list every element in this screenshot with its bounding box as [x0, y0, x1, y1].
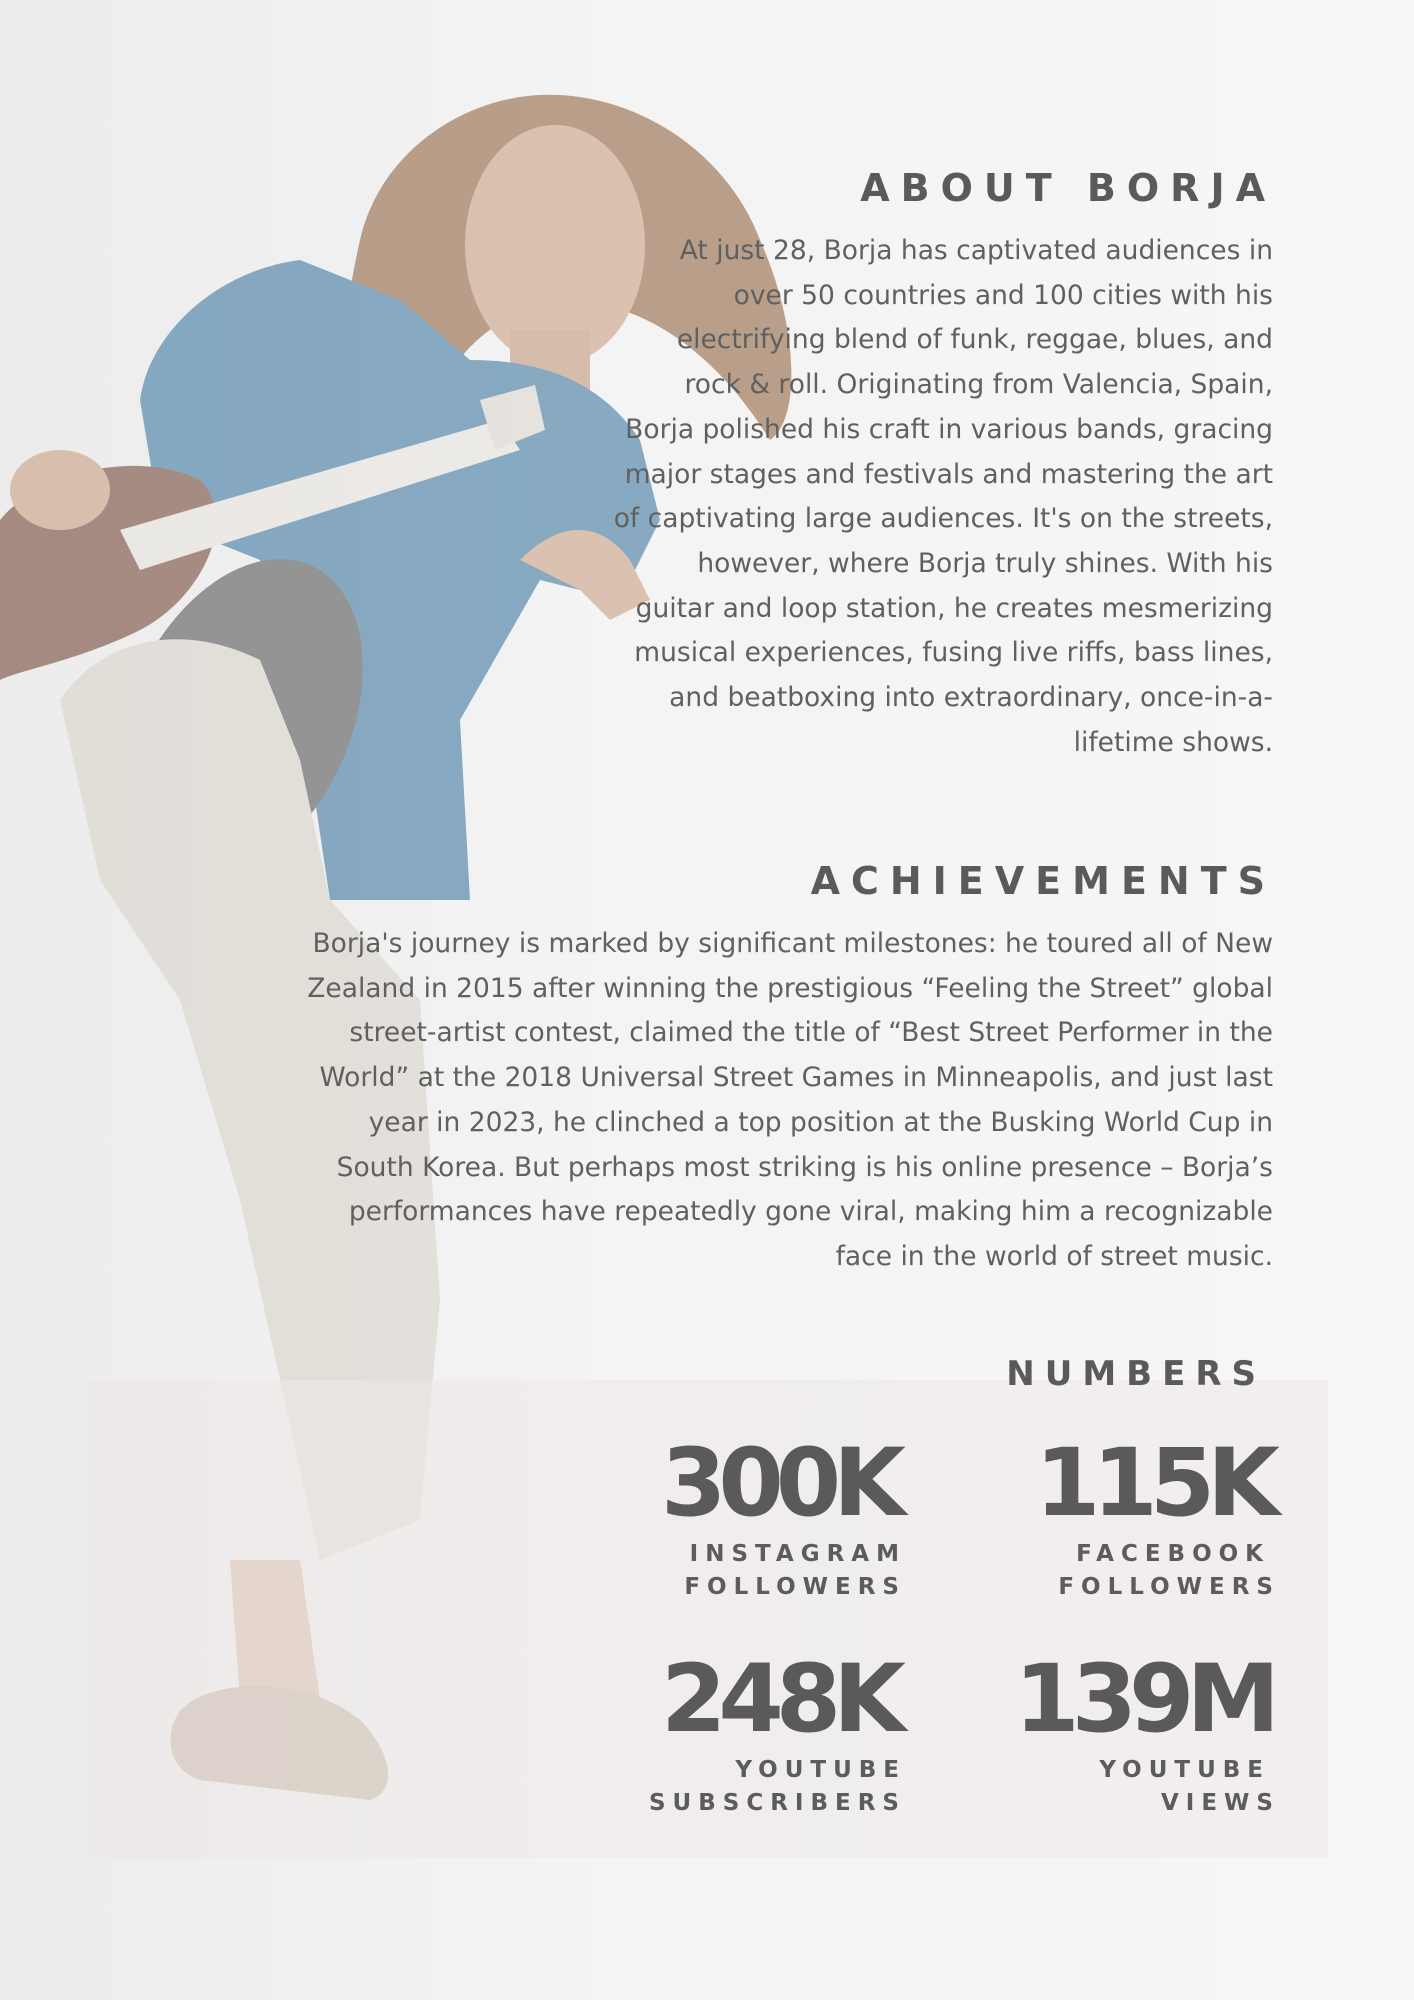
stat-label-line1: INSTAGRAM [689, 1541, 906, 1567]
stat-label-line1: FACEBOOK [1076, 1541, 1270, 1567]
achievements-body: Borja's journey is marked by significant milestones: he toured all of New Zealand in 2015 after winning the prestigious “Feeling the Street” global street-artist contest, claimed the title of “Best Street Performer in the World” at the 2018 Universal Street Games in Minneapolis, and just last year in 2023, he clinched a top position at the Busking World Cup in South Korea. But perhaps most striking is his online presence – Borja’s performances have repeatedly gone viral, making him a recognizable face in the world of street music. [307, 928, 1273, 1272]
stat-value: 300K [660, 1429, 898, 1538]
stat-label-line2: SUBSCRIBERS [648, 1790, 906, 1816]
stat-facebook [1034, 1429, 1280, 1604]
stat-youtube-subscribers [648, 1645, 906, 1820]
achievements-title: ACHIEVEMENTS [810, 859, 1276, 903]
stat-label-line1: YOUTUBE [735, 1757, 906, 1783]
about-body: At just 28, Borja has captivated audiences in over 50 countries and 100 cities with his electrifying blend of funk, reggae, blues, and rock & roll. Originating from Valencia, Spain, Borja polished his craft in various bands, gracing major stages and festivals and mastering the art of captivating large audiences. It's on the streets, however, where Borja truly shines. With his guitar and loop station, he creates mesmerizing musical experiences, fusing live riffs, bass lines, and beatboxing into extraordinary, once-in-a-lifetime shows. [613, 235, 1273, 758]
stat-label-line2: FOLLOWERS [684, 1574, 906, 1600]
stat-value: 139M [1014, 1645, 1272, 1754]
stat-label-line2: FOLLOWERS [1058, 1574, 1280, 1600]
stat-instagram [660, 1429, 906, 1604]
about-title: ABOUT BORJA [860, 166, 1276, 210]
stat-youtube-views [1014, 1645, 1280, 1820]
stat-value: 115K [1034, 1429, 1272, 1538]
hand-shape [10, 450, 110, 530]
stat-value: 248K [660, 1645, 898, 1754]
stat-label-line1: YOUTUBE [1099, 1757, 1270, 1783]
stat-label-line2: VIEWS [1160, 1790, 1280, 1816]
numbers-title: NUMBERS [1006, 1354, 1266, 1394]
